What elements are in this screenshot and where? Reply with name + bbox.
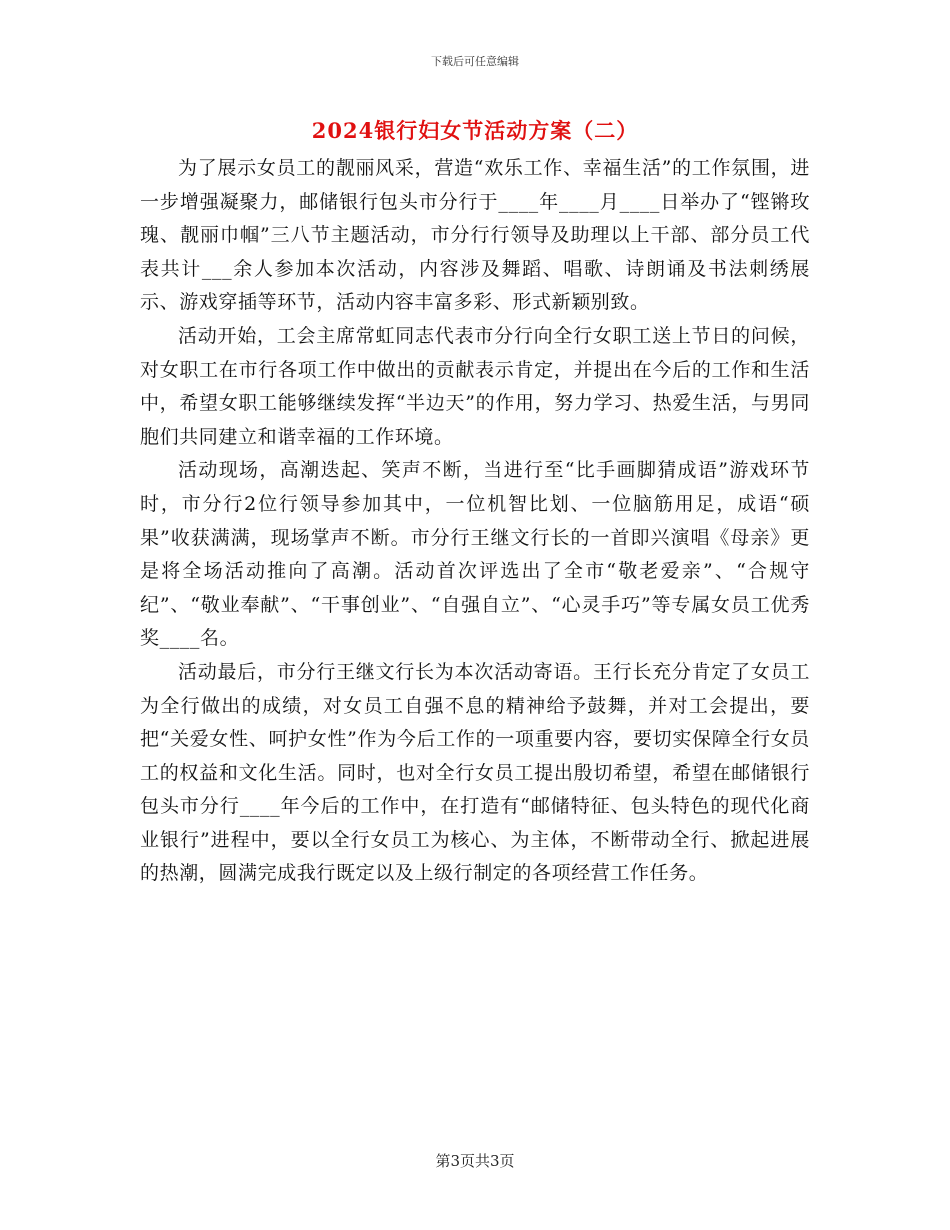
document-title: 2024银行妇女节活动方案（二） bbox=[311, 118, 639, 143]
document-body bbox=[140, 152, 810, 891]
paragraph-4: 活动最后，市分行王继文行长为本次活动寄语。王行长充分肯定了女员工为全行做出的成绩，对女员工自强不息的精神给予鼓舞，并对工会提出，要把“关爱女性、呵护女性”作为今后工作的一项重要内容，要切实保障全行女员工的权益和文化生活。同时，也对全行女员工提出殷切希望，希望在邮储银行包头市分行____年今后的工作中，在打造有“邮储特征、包头特色的现代化商业银行”进程中，要以全行女员工为核心、为主体，不断带动全行、掀起进展的热潮，圆满完成我行既定以及上级行制定的各项经营工作任务。 bbox=[140, 660, 810, 885]
paragraph-1: 为了展示女员工的靓丽风采，营造“欢乐工作、幸福生活”的工作氛围，进一步增强凝聚力，邮储银行包头市分行于____年____月____日举办了“铿锵玫瑰、靓丽巾帼”三八节主题活动，市分行行领导及助理以上干部、部分员工代表共计___余人参加本次活动，内容涉及舞蹈、唱歌、诗朗诵及书法刺绣展示、游戏穿插等环节，活动内容丰富多彩、形式新颖别致。 bbox=[140, 157, 810, 314]
header-note: 下载后可任意编辑 bbox=[431, 55, 519, 68]
page-number: 第3页共3页 bbox=[435, 1152, 515, 1170]
paragraph-2: 活动开始，工会主席常虹同志代表市分行向全行女职工送上节日的问候，对女职工在市行各项工作中做出的贡献表示肯定，并提出在今后的工作和生活中，希望女职工能够继续发挥“半边天”的作用，努力学习、热爱生活，与男同胞们共同建立和谐幸福的工作环境。 bbox=[140, 324, 810, 448]
paragraph-3: 活动现场，高潮迭起、笑声不断，当进行至“比手画脚猜成语”游戏环节时，市分行2位行领导参加其中，一位机智比划、一位脑筋用足，成语“硕果”收获满满，现场掌声不断。市分行王继文行长的一首即兴演唱《母亲》更是将全场活动推向了高潮。活动首次评选出了全市“敬老爱亲”、“合规守纪”、“敬业奉献”、“干事创业”、“自强自立”、“心灵手巧”等专属女员工优秀奖____名。 bbox=[140, 459, 810, 650]
